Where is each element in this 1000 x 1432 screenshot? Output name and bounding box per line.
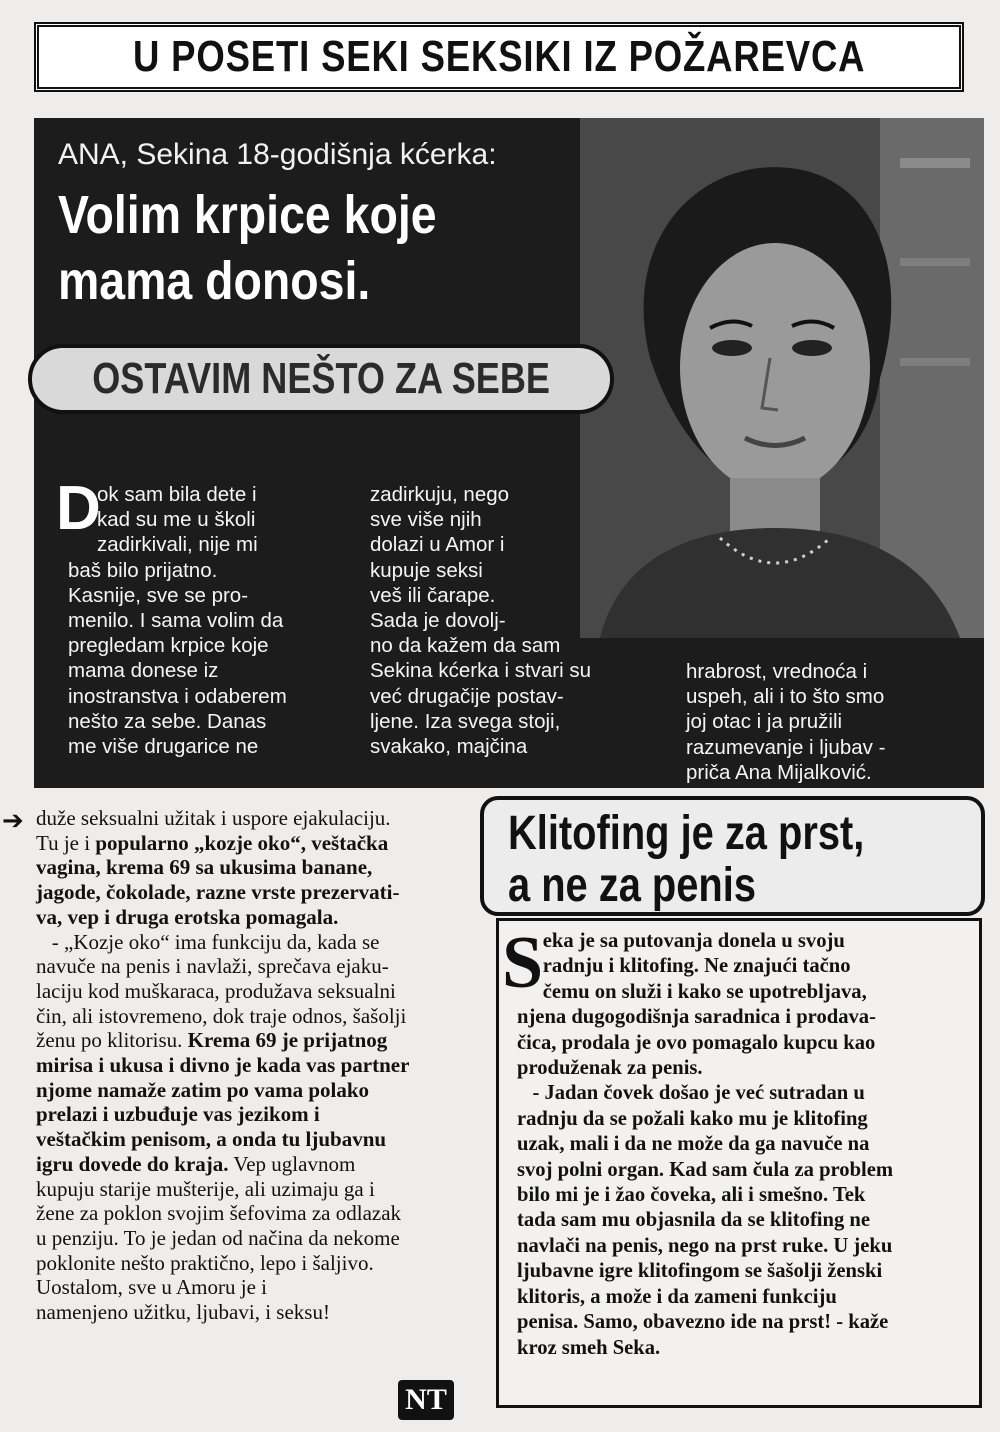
article-text: ženu po klitorisu. <box>36 1028 188 1053</box>
article-line <box>36 1177 409 1202</box>
article-bold: njome namaže zatim po vama polako <box>36 1077 370 1102</box>
feature-col-1-line: ok sam bila dete i <box>97 483 257 506</box>
article-bold: Krema 69 je prijatnog <box>187 1028 388 1053</box>
article-text: duže seksualni užitak i uspore ejakulaciju. <box>36 806 391 830</box>
nt-logo: NT <box>398 1380 454 1420</box>
banner-title-text: U POSETI SEKI SEKSIKI IZ POŽAREVCA <box>132 32 866 81</box>
article-column <box>36 806 409 1325</box>
article-line <box>36 1004 409 1029</box>
sidebar-headline: Klitofing je za prst, a ne za penis <box>508 807 865 912</box>
article-text: laciju kod muškaraca, produžava seksualni <box>36 978 396 1003</box>
article-text: u penziju. To je jedan od načina da nekome <box>36 1225 400 1250</box>
article-line <box>36 806 409 831</box>
article-bold: veštačkim penisom, a onda tu ljubavnu <box>36 1127 387 1152</box>
article-text: Tu je i <box>36 830 96 855</box>
article-bold: igru dovede do kraja. <box>36 1151 229 1176</box>
article-line <box>36 855 409 880</box>
portrait-illustration <box>580 118 984 638</box>
article-line <box>36 1226 409 1251</box>
feature-col-1 <box>68 482 287 759</box>
feature-col-1-line: mama donese iz <box>68 659 219 683</box>
article-line <box>36 1127 409 1152</box>
article-bold: popularno „kozje oko“, veštačka <box>95 830 389 855</box>
article-line <box>36 979 409 1004</box>
article-bold: jagode, čokolade, razne vrste prezervati- <box>36 880 400 905</box>
article-line <box>36 831 409 856</box>
feature-headline <box>58 182 437 314</box>
article-text: čin, ali istovremeno, dok traje odnos, šašolji <box>36 1003 407 1028</box>
article-text: namenjeno užitku, ljubavi, i seksu! <box>36 1300 330 1325</box>
article-text: kupuju starije mušterije, ali uzimaju ga i <box>36 1176 375 1201</box>
feature-subhead-text: OSTAVIM NEŠTO ZA SEBE <box>92 354 550 403</box>
article-text: navuče na penis i navlaži, sprečava ejaku- <box>36 954 389 979</box>
article-text: žene za poklon svojim šefovima za odlazak <box>36 1201 402 1226</box>
headline-line-1: Volim krpice koje <box>58 185 437 245</box>
article-line <box>36 930 409 955</box>
feature-col-1-line: me više drugarice ne <box>68 735 259 759</box>
feature-col-1-line: inostranstva i odaberem <box>68 684 287 708</box>
feature-col-3: hrabrost, vrednoća i uspeh, ali i to što smo joj otac i ja pružili razumevanje i ljubav - priča Ana Mijalković. <box>686 660 886 784</box>
feature-col-2: zadirkuju, nego sve više njih dolazi u Amor i kupuje seksi veš ili čarape. Sada je dovolj- no da kažem da sam Sekina kćerka i stvari su već drugačije postav- ljene. Iza svega stoji, svakako, majčina <box>370 483 592 759</box>
article-line <box>36 1053 409 1078</box>
article-line <box>36 1300 409 1325</box>
feature-col-1-line: pregledam krpice koje <box>68 634 269 658</box>
feature-col-1-line: nešto za sebe. Danas <box>68 709 267 733</box>
feature-subhead <box>28 344 614 414</box>
article-line <box>36 1152 409 1177</box>
article-bold: vagina, krema 69 sa ukusima banane, <box>36 855 373 880</box>
feature-col-1-line: Kasnije, sve se pro- <box>68 583 249 607</box>
portrait-photo <box>580 118 984 638</box>
feature-col-1-line: menilo. I sama volim da <box>68 609 284 633</box>
article-line <box>36 880 409 905</box>
feature-dropcap: D <box>56 474 101 543</box>
sidebar-dropcap: S <box>502 922 544 1004</box>
sidebar-headline-box <box>480 796 985 916</box>
article-line <box>36 1201 409 1226</box>
sidebar-box <box>496 918 982 1408</box>
feature-col-1-line: zadirkivali, nije mi <box>97 533 258 557</box>
article-text: poklonite nešto praktično, lepo i šaljivo. <box>36 1250 374 1275</box>
article-bold: prelazi i uzbuđuje vas jezikom i <box>36 1102 320 1127</box>
article-line <box>36 954 409 979</box>
article-line <box>36 1251 409 1276</box>
article-text: Vep uglavnom <box>228 1151 356 1176</box>
article-line <box>36 1102 409 1127</box>
sidebar-body: eka je sa putovanja donela u svoju radnju i klitofing. Ne znajući tačno čemu on služi i kako se upotrebljava, njena dugogodišnja saradnica i prodava- čica, prodala je ovo pomagalo kupcu kao produženak za penis. - Jadan čovek došao je već sutradan u radnju da se požali kako mu je klitofing uzak, mali i da ne može da ga navuče na svoj polni organ. Kad sam čula za problem bilo mi je i žao čoveka, ali i smešno. Tek tada sam mu objasnila da se klitofing ne navlači na penis, nego na prst ruke. U jeku ljubavne igre klitofingom se šašolji ženski klitoris, a može i da zameni funkciju penisa. Samo, obavezno ide na prst! - kaže kroz smeh Seka. <box>517 930 894 1359</box>
article-line <box>36 1078 409 1103</box>
article-text: - „Kozje oko“ ima funkciju da, kada se <box>36 929 380 954</box>
article-line <box>36 1028 409 1053</box>
headline-line-2: mama donosi. <box>58 251 371 311</box>
banner-title <box>34 22 964 92</box>
article-line <box>36 905 409 930</box>
feature-col-1-line: kad su me u školi <box>97 508 256 532</box>
arrow-right-icon: ➔ <box>2 806 24 836</box>
article-line <box>36 1275 409 1300</box>
article-bold: mirisa i ukusa i divno je kada vas partner <box>36 1053 410 1078</box>
article-text: Uostalom, sve u Amoru je i <box>36 1275 267 1300</box>
feature-col-1-line: baš bilo prijatno. <box>68 558 218 582</box>
feature-kicker: ANA, Sekina 18-godišnja kćerka: <box>58 138 497 171</box>
article-bold: va, vep i druga erotska pomagala. <box>36 904 339 929</box>
